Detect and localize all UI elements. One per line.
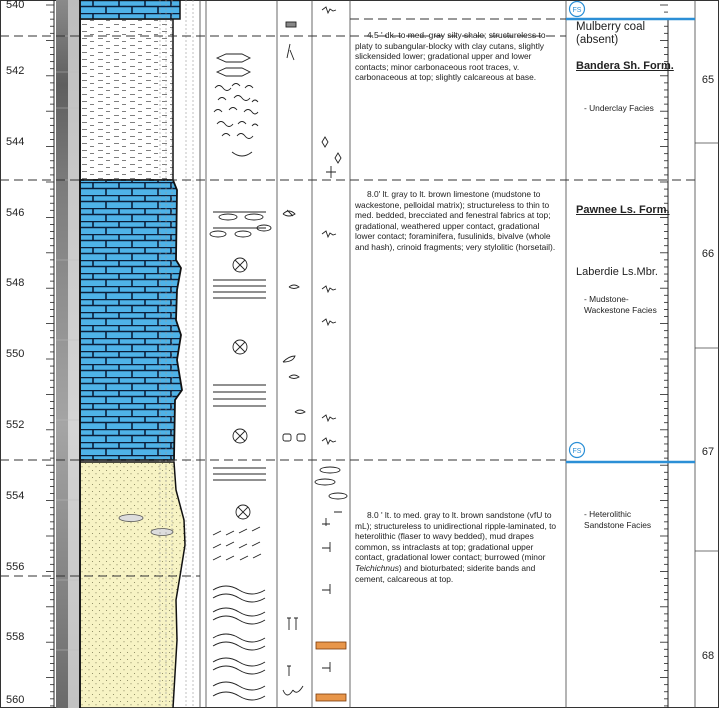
cycle-dividers — [695, 143, 719, 551]
intraclast — [119, 515, 143, 522]
cycle-number: 66 — [701, 248, 715, 260]
unit-text: dk. to med. gray silty shale; structureless to platy to subangular-blocky with clay cutans, slightly slickensided lower; gradational upper and lower contacts; minor carbonaceous root traces, v. carbonaceous at top; slightly calcareous at base. — [355, 30, 546, 83]
depth-label: 546 — [6, 207, 25, 219]
siderite-band — [316, 642, 346, 649]
fs-marker-icon — [570, 443, 585, 458]
unit-description-sandstone — [355, 510, 560, 584]
intraclast — [151, 529, 173, 536]
facies-label: - Underclay Facies — [584, 103, 654, 113]
depth-label: 558 — [6, 631, 25, 643]
cycle-number: 68 — [701, 650, 715, 662]
cycle-number: 65 — [701, 74, 715, 86]
core-photo-strip-light — [68, 0, 79, 708]
lithology-limestone — [80, 180, 182, 460]
unit-description-shale — [355, 30, 560, 83]
depth-label: 544 — [6, 136, 25, 148]
accessory-column — [315, 7, 347, 672]
unit-text-italic: Teichichnus — [355, 562, 399, 573]
depth-label: 548 — [6, 277, 25, 289]
depth-ticks — [46, 5, 54, 706]
depth-label: 540 — [6, 0, 25, 11]
formation-label: Pawnee Ls. Form. — [576, 204, 670, 216]
unit-thickness: 8.0 ' — [367, 510, 385, 520]
depth-label: 552 — [6, 419, 25, 431]
unit-thickness: 4.5 ' — [367, 30, 385, 40]
unit-text: ) and bioturbated; siderite bands and cement, calcareous at top. — [355, 562, 536, 584]
cycle-number: 67 — [701, 446, 715, 458]
unit-thickness: 8.0' — [367, 189, 383, 199]
sedimentary-structures — [210, 54, 271, 700]
unit-text: lt. gray to lt. brown limestone (mudstone to wackestone, pelloidal matrix); structureless to thin to med. bedded, brecciated and fenestral fabrics at top; gradational, weathered upper contact, gradational lower contact; foraminifera, fusulinids, bivalve (whole and hash), crinoid fragments; very stylolitic (horsetail). — [355, 189, 556, 252]
fs-marker-icon — [570, 2, 585, 17]
depth-label: 542 — [6, 65, 25, 77]
depth-label: 550 — [6, 348, 25, 360]
fs-label: FS — [572, 7, 582, 14]
depth-label: 556 — [6, 561, 25, 573]
lithology-sandstone — [80, 462, 185, 708]
formation-label: Bandera Sh. Form. — [576, 60, 674, 72]
lithology-limestone-top — [80, 0, 180, 19]
facies-label: - Heterolithic Sandstone Facies — [584, 509, 652, 530]
member-label: Laberdie Ls.Mbr. — [576, 266, 658, 278]
depth-label: 554 — [6, 490, 25, 502]
siderite-band — [316, 694, 346, 701]
right-ticks — [660, 5, 668, 706]
depth-label: 560 — [6, 694, 25, 706]
facies-label: - Mudstone-Wackestone Facies — [584, 294, 657, 315]
lithology-shale — [80, 19, 173, 180]
core-photo-strip — [56, 0, 68, 708]
coal-label: Mulberry coal (absent) — [576, 21, 646, 46]
trace-fossil-column — [283, 22, 305, 695]
unit-description-limestone — [355, 189, 560, 253]
fs-label: FS — [572, 448, 582, 455]
unit-text: lt. to med. gray to lt. brown sandstone (vfU to mL); structureless to unidirectional ripple-laminated, to heterolithic (flaser to wavy bedded), mud drapes common, ss intraclasts at top; gradational upper contact, gradational lower contact; burrowed (minor — [355, 510, 557, 563]
